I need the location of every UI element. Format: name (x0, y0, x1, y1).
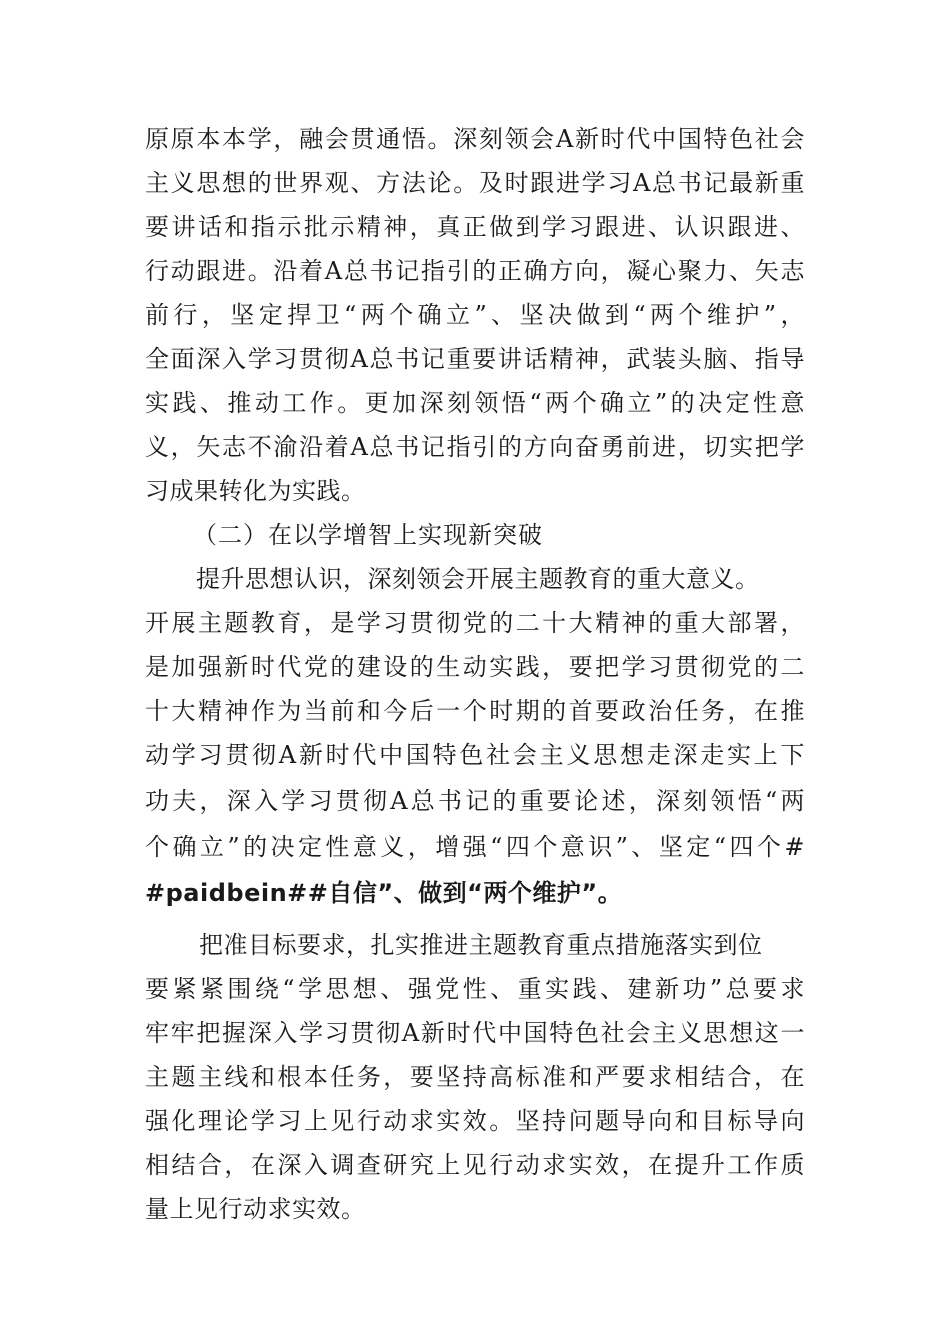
paragraph-line: 行动跟进。沿着A总书记指引的正确方向，凝心聚力、矢志 (145, 257, 805, 285)
paragraph-line: 功夫，深入学习贯彻A总书记的重要论述，深刻领悟“两 (145, 787, 805, 815)
paragraph-line: 实践、推动工作。更加深刻领悟“两个确立”的决定性意 (145, 389, 805, 417)
paragraph-line: 量上见行动求实效。 (145, 1195, 366, 1223)
paragraph-line: #paidbein##自信”、做到“两个维护”。 (145, 879, 623, 907)
paragraph-line: 相结合，在深入调查研究上见行动求实效，在提升工作质 (145, 1151, 805, 1179)
paragraph-line: 要讲话和指示批示精神，真正做到学习跟进、认识跟进、 (145, 213, 805, 241)
paragraph-line: 个确立”的决定性意义，增强“四个意识”、坚定“四个# (145, 833, 805, 861)
paragraph-line: 动学习贯彻A新时代中国特色社会主义思想走深走实上下 (145, 741, 805, 769)
paragraph-line: 全面深入学习贯彻A总书记重要讲话精神，武装头脑、指导 (145, 345, 805, 373)
paragraph-line: 牢牢把握深入学习贯彻A新时代中国特色社会主义思想这一 (145, 1019, 805, 1047)
paragraph-line: 是加强新时代党的建设的生动实践，要把学习贯彻党的二 (145, 653, 805, 681)
paragraph-line: 提升思想认识，深刻领会开展主题教育的重大意义。 (196, 565, 760, 593)
paragraph-line: 强化理论学习上见行动求实效。坚持问题导向和目标导向 (145, 1107, 805, 1135)
paragraph-line: 前行，坚定捍卫“两个确立”、坚决做到“两个维护”， (145, 301, 805, 329)
paragraph-line: 习成果转化为实践。 (145, 477, 366, 505)
paragraph-line: 要紧紧围绕“学思想、强党性、重实践、建新功”总要求 (145, 975, 805, 1003)
paragraph-line: 开展主题教育，是学习贯彻党的二十大精神的重大部署， (145, 609, 805, 637)
paragraph-line: 把准目标要求，扎实推进主题教育重点措施落实到位 (199, 931, 763, 959)
paragraph-line: 主义思想的世界观、方法论。及时跟进学习A总书记最新重 (145, 169, 805, 197)
paragraph-line: 原原本本学，融会贯通悟。深刻领会A新时代中国特色社会 (145, 125, 805, 153)
paragraph-line: 义，矢志不渝沿着A总书记指引的方向奋勇前进，切实把学 (145, 433, 805, 461)
section-heading: （二）在以学增智上实现新突破 (193, 521, 543, 549)
paragraph-line: 主题主线和根本任务，要坚持高标准和严要求相结合，在 (145, 1063, 805, 1091)
paragraph-line: 十大精神作为当前和今后一个时期的首要政治任务，在推 (145, 697, 805, 725)
